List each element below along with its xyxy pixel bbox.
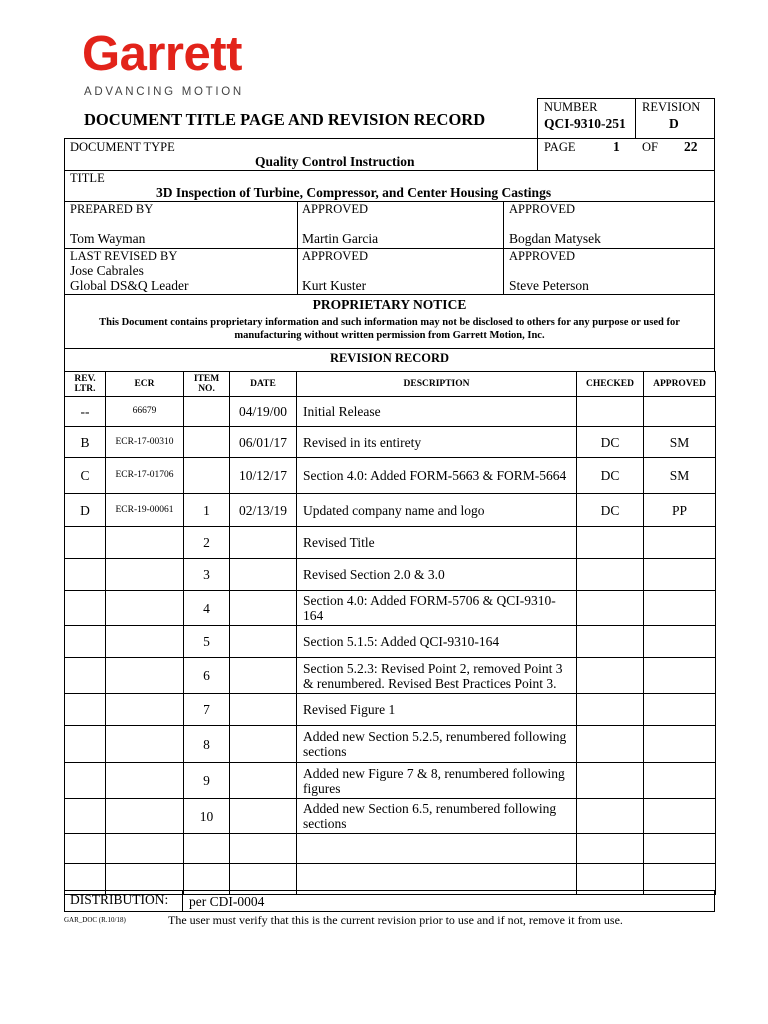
revision-date: 02/13/19 <box>230 494 297 527</box>
revision-table-header-row <box>65 372 716 397</box>
last-revised-role: Global DS&Q Leader <box>70 278 189 293</box>
checked-by <box>577 397 644 427</box>
document-type-value: Quality Control Instruction <box>255 154 415 169</box>
rev-letter <box>65 527 106 559</box>
title-label: TITLE <box>70 171 105 185</box>
ecr-number: ECR-19-00061 <box>106 494 184 527</box>
revision-description: Revised in its entirety <box>297 427 577 458</box>
approver-name: Kurt Kuster <box>302 278 367 293</box>
revision-date <box>230 559 297 591</box>
approved-by <box>644 591 716 626</box>
item-number: 4 <box>184 591 230 626</box>
title-value: 3D Inspection of Turbine, Compressor, and Center Housing Castings <box>156 185 552 200</box>
approved-by <box>644 658 716 694</box>
table-row <box>65 834 716 864</box>
table-row <box>65 527 716 559</box>
table-row <box>65 397 716 427</box>
approved-by <box>644 559 716 591</box>
approver-name: Bogdan Matysek <box>509 231 601 246</box>
revision-description: Section 5.1.5: Added QCI-9310-164 <box>297 626 577 658</box>
approved-by <box>644 397 716 427</box>
table-row <box>65 726 716 763</box>
last-revised-name: Jose Cabrales <box>70 263 144 278</box>
approved-by <box>644 626 716 658</box>
revision-description: Revised Figure 1 <box>297 694 577 726</box>
footer-note: The user must verify that this is the current revision prior to use and if not, remove it from use. <box>168 913 623 927</box>
rev-letter: C <box>65 458 106 494</box>
revision-description: Added new Section 5.2.5, renumbered following sections <box>297 726 577 763</box>
ecr-number <box>106 726 184 763</box>
approved-by <box>644 726 716 763</box>
revision-description: Section 4.0: Added FORM-5706 & QCI-9310-164 <box>297 591 577 626</box>
approved-label: APPROVED <box>302 249 368 263</box>
checked-by <box>577 591 644 626</box>
ecr-number: ECR-17-01706 <box>106 458 184 494</box>
item-number <box>184 834 230 864</box>
item-number: 3 <box>184 559 230 591</box>
table-row <box>65 427 716 458</box>
checked-by <box>577 834 644 864</box>
column-header: REV. LTR. <box>65 372 106 397</box>
logo-tagline: ADVANCING MOTION <box>84 86 244 98</box>
rev-letter: B <box>65 427 106 458</box>
rev-letter <box>65 658 106 694</box>
revision-date: 10/12/17 <box>230 458 297 494</box>
table-row <box>65 799 716 834</box>
garrett-logo: Garrett <box>82 27 242 81</box>
proprietary-notice-heading: PROPRIETARY NOTICE <box>312 297 467 312</box>
rev-letter: D <box>65 494 106 527</box>
number-label: NUMBER <box>544 100 598 114</box>
prepared-by-name: Tom Wayman <box>70 231 146 246</box>
revision-date <box>230 799 297 834</box>
checked-by <box>577 763 644 799</box>
revision-date <box>230 694 297 726</box>
ecr-number <box>106 626 184 658</box>
table-row <box>65 494 716 527</box>
column-header: ECR <box>106 372 184 397</box>
checked-by <box>577 726 644 763</box>
column-header: APPROVED <box>644 372 716 397</box>
item-number: 2 <box>184 527 230 559</box>
ecr-number: ECR-17-00310 <box>106 427 184 458</box>
revision-description: Added new Figure 7 & 8, renumbered following figures <box>297 763 577 799</box>
ecr-number <box>106 527 184 559</box>
revision-date: 06/01/17 <box>230 427 297 458</box>
document-number: QCI-9310-251 <box>544 116 626 131</box>
rev-letter <box>65 626 106 658</box>
revision-record-heading: REVISION RECORD <box>329 351 450 365</box>
rev-letter <box>65 591 106 626</box>
ecr-number <box>106 658 184 694</box>
table-row <box>65 591 716 626</box>
ecr-number <box>106 591 184 626</box>
revision-date <box>230 626 297 658</box>
ecr-number <box>106 799 184 834</box>
item-number <box>184 458 230 494</box>
revision-description: Section 4.0: Added FORM-5663 & FORM-5664 <box>297 458 577 494</box>
checked-by <box>577 694 644 726</box>
rev-letter <box>65 834 106 864</box>
approved-by <box>644 799 716 834</box>
checked-by: DC <box>577 494 644 527</box>
revision-label: REVISION <box>642 100 701 114</box>
page-label: PAGE <box>544 140 576 154</box>
table-row <box>65 559 716 591</box>
item-number: 5 <box>184 626 230 658</box>
page-number: 1 <box>613 139 620 154</box>
revision-description: Initial Release <box>297 397 577 427</box>
table-row <box>65 694 716 726</box>
proprietary-notice-text: manufacturing without written permission from Garrett Motion, Inc. <box>234 330 545 341</box>
item-number: 9 <box>184 763 230 799</box>
revision-date <box>230 834 297 864</box>
column-header: DATE <box>230 372 297 397</box>
table-row <box>65 763 716 799</box>
item-number: 10 <box>184 799 230 834</box>
ecr-number <box>106 694 184 726</box>
column-header: DESCRIPTION <box>297 372 577 397</box>
page-title: DOCUMENT TITLE PAGE AND REVISION RECORD <box>84 110 486 129</box>
rev-letter <box>65 726 106 763</box>
rev-letter <box>65 799 106 834</box>
checked-by <box>577 626 644 658</box>
page-total: 22 <box>684 139 698 154</box>
approved-label: APPROVED <box>509 249 575 263</box>
column-header: CHECKED <box>577 372 644 397</box>
revision-description <box>297 834 577 864</box>
rev-letter: -- <box>65 397 106 427</box>
prepared-by-label: PREPARED BY <box>70 202 154 216</box>
document-type-label: DOCUMENT TYPE <box>70 140 175 154</box>
ecr-number <box>106 834 184 864</box>
revision-description: Updated company name and logo <box>297 494 577 527</box>
item-number: 1 <box>184 494 230 527</box>
revision-date <box>230 726 297 763</box>
revision-date <box>230 763 297 799</box>
approved-by <box>644 834 716 864</box>
revision-table <box>64 371 716 895</box>
rev-letter <box>65 694 106 726</box>
distribution-label: DISTRIBUTION: <box>70 892 169 907</box>
column-header: ITEM NO. <box>184 372 230 397</box>
revision-description: Section 5.2.3: Revised Point 2, removed Point 3 & renumbered. Revised Best Practices Point 3. <box>297 658 577 694</box>
ecr-number <box>106 559 184 591</box>
distribution-value: per CDI-0004 <box>189 894 265 909</box>
approver-name: Martin Garcia <box>302 231 379 246</box>
rev-letter <box>65 763 106 799</box>
checked-by <box>577 658 644 694</box>
item-number: 7 <box>184 694 230 726</box>
approved-label: APPROVED <box>302 202 368 216</box>
ecr-number: 66679 <box>106 397 184 427</box>
checked-by: DC <box>577 458 644 494</box>
approved-by <box>644 694 716 726</box>
approved-by: PP <box>644 494 716 527</box>
approved-label: APPROVED <box>509 202 575 216</box>
revision-description: Revised Title <box>297 527 577 559</box>
revision-date <box>230 527 297 559</box>
revision-description: Added new Section 6.5, renumbered following sections <box>297 799 577 834</box>
approved-by: SM <box>644 458 716 494</box>
table-row <box>65 458 716 494</box>
form-code: GAR_DOC (R.10/18) <box>64 916 126 924</box>
item-number <box>184 427 230 458</box>
item-number <box>184 397 230 427</box>
checked-by <box>577 527 644 559</box>
checked-by <box>577 559 644 591</box>
item-number: 8 <box>184 726 230 763</box>
table-row <box>65 626 716 658</box>
checked-by: DC <box>577 427 644 458</box>
approved-by: SM <box>644 427 716 458</box>
revision-value: D <box>669 116 679 131</box>
revision-date <box>230 591 297 626</box>
approved-by <box>644 527 716 559</box>
approved-by <box>644 763 716 799</box>
revision-date: 04/19/00 <box>230 397 297 427</box>
proprietary-notice-text: This Document contains proprietary information and such information may not be disclosed to others for any purpose or used for <box>99 317 680 328</box>
last-revised-label: LAST REVISED BY <box>70 249 178 263</box>
checked-by <box>577 799 644 834</box>
table-row <box>65 658 716 694</box>
revision-description: Revised Section 2.0 & 3.0 <box>297 559 577 591</box>
approver-name: Steve Peterson <box>509 278 589 293</box>
item-number: 6 <box>184 658 230 694</box>
rev-letter <box>65 559 106 591</box>
revision-date <box>230 658 297 694</box>
of-label: OF <box>642 140 658 154</box>
ecr-number <box>106 763 184 799</box>
